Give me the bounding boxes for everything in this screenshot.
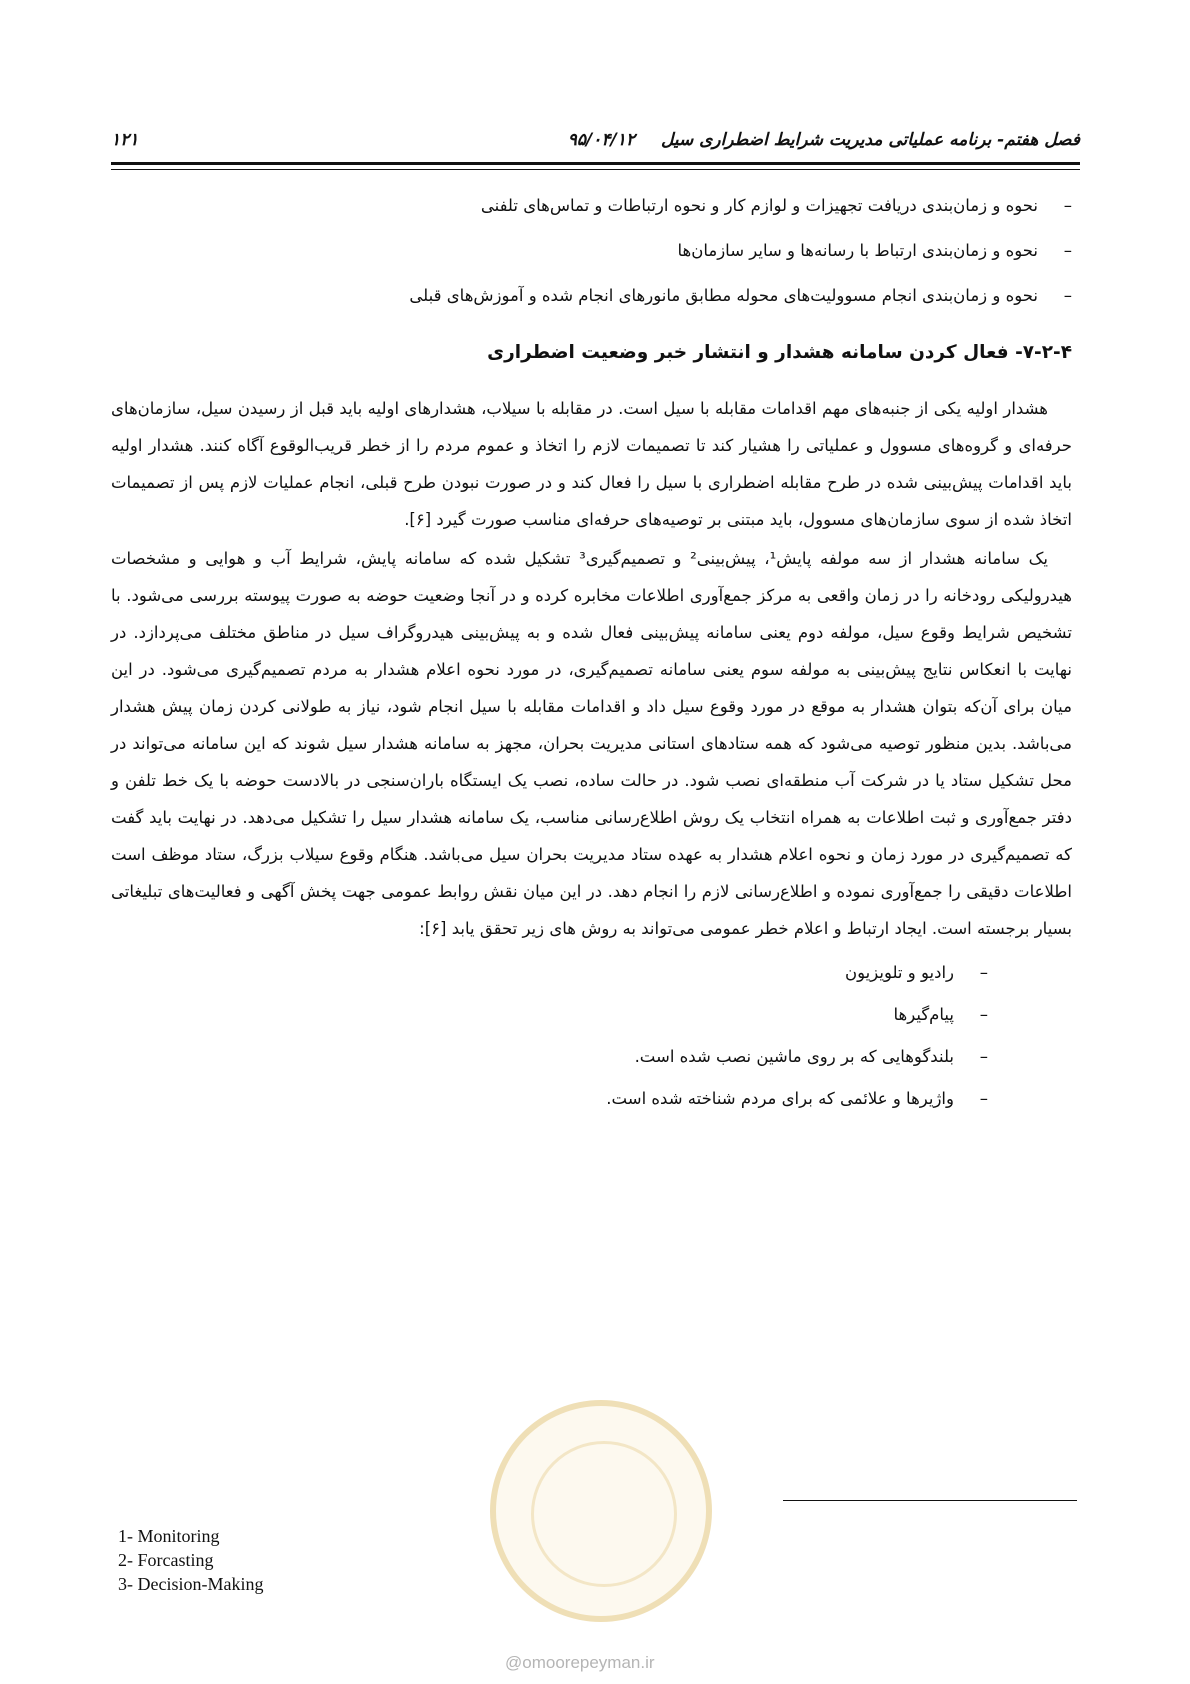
list-item-text: نحوه و زمان‌بندی دریافت تجهیزات و لوازم کار و نحوه ارتباطات و تماس‌های تلفنی [480,196,1038,215]
dash-bullet: – [1063,241,1072,260]
dash-bullet: – [979,1005,988,1024]
list-item-text: نحوه و زمان‌بندی انجام مسوولیت‌های محوله مطابق مانورهای انجام شده و آموزش‌های قبلی [409,286,1038,305]
watermark-url: @omoorepeyman.ir [505,1653,655,1672]
footnote-3: 3- Decision-Making [118,1574,264,1594]
footnote-2: 2- Forcasting [118,1550,214,1570]
header-date: ۹۵/۰۴/۱۲ [567,130,635,150]
dash-bullet: – [979,1089,988,1108]
list-item [111,959,988,987]
main-content [111,192,1072,1127]
footnote-1: 1- Monitoring [118,1526,220,1546]
footnotes [118,1524,263,1596]
dash-bullet: – [979,963,988,982]
dash-bullet: – [1063,196,1072,215]
paragraph-early-warning: هشدار اولیه یکی از جنبه‌های مهم اقدامات مقابله با سیل است. در مقابله با سیلاب، هشدارهای اولیه باید قبل از رسیدن سیل، سازمان‌های حرفه‌ای و گروه‌های مسوول و عملیاتی را هشیار کند تا تصمیمات لازم را اتخاذ و عموم مردم را از خطر قریب‌الوقوع آگاه کنند. هشدار اولیه باید اقدامات پیش‌بینی شده در طرح مقابله اضطراری با سیل را فعال کند و در صورت نبودن طرح قبلی، انجام عملیات لازم پس از تصمیمات اتخاذ شده از سوی سازمان‌های مسوول، باید مبتنی بر توصیه‌های حرفه‌ای مناسب صورت گیرد [۶]. [111,399,1072,529]
page-header [111,128,1080,165]
paragraph-warning-system: یک سامانه هشدار از سه مولفه پایش¹، پیش‌بینی² و تصمیم‌گیری³ تشکیل شده که سامانه پایش، شرایط آب و هوایی و مشخصات هیدرولیکی رودخانه را در زمان واقعی به مرکز جمع‌آوری اطلاعات مخابره کرده و در آنجا وضعیت حوضه به صورت پیوسته بررسی می‌شود. با تشخیص شرایط وقوع سیل، مولفه دوم یعنی سامانه پیش‌بینی فعال شده و به پیش‌بینی هیدروگراف سیل در مناطق مختلف می‌پردازد. در نهایت با انعکاس نتایج پیش‌بینی به مولفه سوم یعنی سامانه تصمیم‌گیری، در مورد نحوه اعلام هشدار به مردم تصمیم‌گیری می‌شود. در این میان برای آن‌که بتوان هشدار به موقع در مورد وقوع سیل داد و اقدامات مقابله با سیل انجام شود، نیاز به طولانی کردن زمان پیش هشدار می‌باشد. بدین منظور توصیه می‌شود که همه ستادهای استانی مدیریت بحران، مجهز به سامانه هشدار سیل شوند که این سامانه می‌تواند در محل تشکیل ستاد یا در شرکت آب منطقه‌ای نصب شود. در حالت ساده، نصب یک ایستگاه باران‌سنجی در بالادست حوضه با یک خط تلفن و دفتر جمع‌آوری و ثبت اطلاعات به همراه انتخاب یک روش اطلاع‌رسانی مناسب، یک سامانه هشدار سیل را تشکیل می‌دهد. در نهایت باید گفت که تصمیم‌گیری در مورد زمان و نحوه اعلام هشدار به عهده ستاد مدیریت بحران سیل می‌باشد. هنگام وقوع سیلاب بزرگ، ستاد موظف است اطلاعات دقیقی را جمع‌آوری نموده و اطلاع‌رسانی لازم را انجام دهد. در این میان نقش روابط عمومی جهت پخش آگهی و فعالیت‌های تبلیغاتی بسیار برجسته است. ایجاد ارتباط و اعلام خطر عمومی می‌تواند به روش های زیر تحقق یابد [۶]: [111,549,1072,938]
chapter-title: فصل هفتم- برنامه عملیاتی مدیریت شرایط اضطراری سیل [660,130,1080,150]
list-item-text: بلندگوهایی که بر روی ماشین نصب شده است. [634,1047,954,1066]
list-item [111,237,1072,265]
list-item [111,192,1072,220]
dash-bullet: – [1063,286,1072,305]
section-heading: ۷-۲-۴- فعال کردن سامانه هشدار و انتشار خبر وضعیت اضطراری [487,342,1072,363]
footnote-divider [783,1500,1077,1501]
list-item-text: رادیو و تلویزیون [845,963,954,982]
bullet-list-top [111,192,1072,310]
list-item [111,1043,988,1071]
list-item [111,1001,988,1029]
list-item-text: واژیرها و علائمی که برای مردم شناخته شده است. [606,1089,954,1108]
bullet-list-bottom [111,959,1072,1113]
list-item-text: نحوه و زمان‌بندی ارتباط با رسانه‌ها و سایر سازمان‌ها [677,241,1038,260]
dash-bullet: – [979,1047,988,1066]
page-number: ۱۲۱ [111,130,139,150]
list-item [111,1085,988,1113]
watermark-seal-icon [490,1400,712,1622]
list-item-text: پیام‌گیرها [893,1005,954,1024]
list-item [111,282,1072,310]
